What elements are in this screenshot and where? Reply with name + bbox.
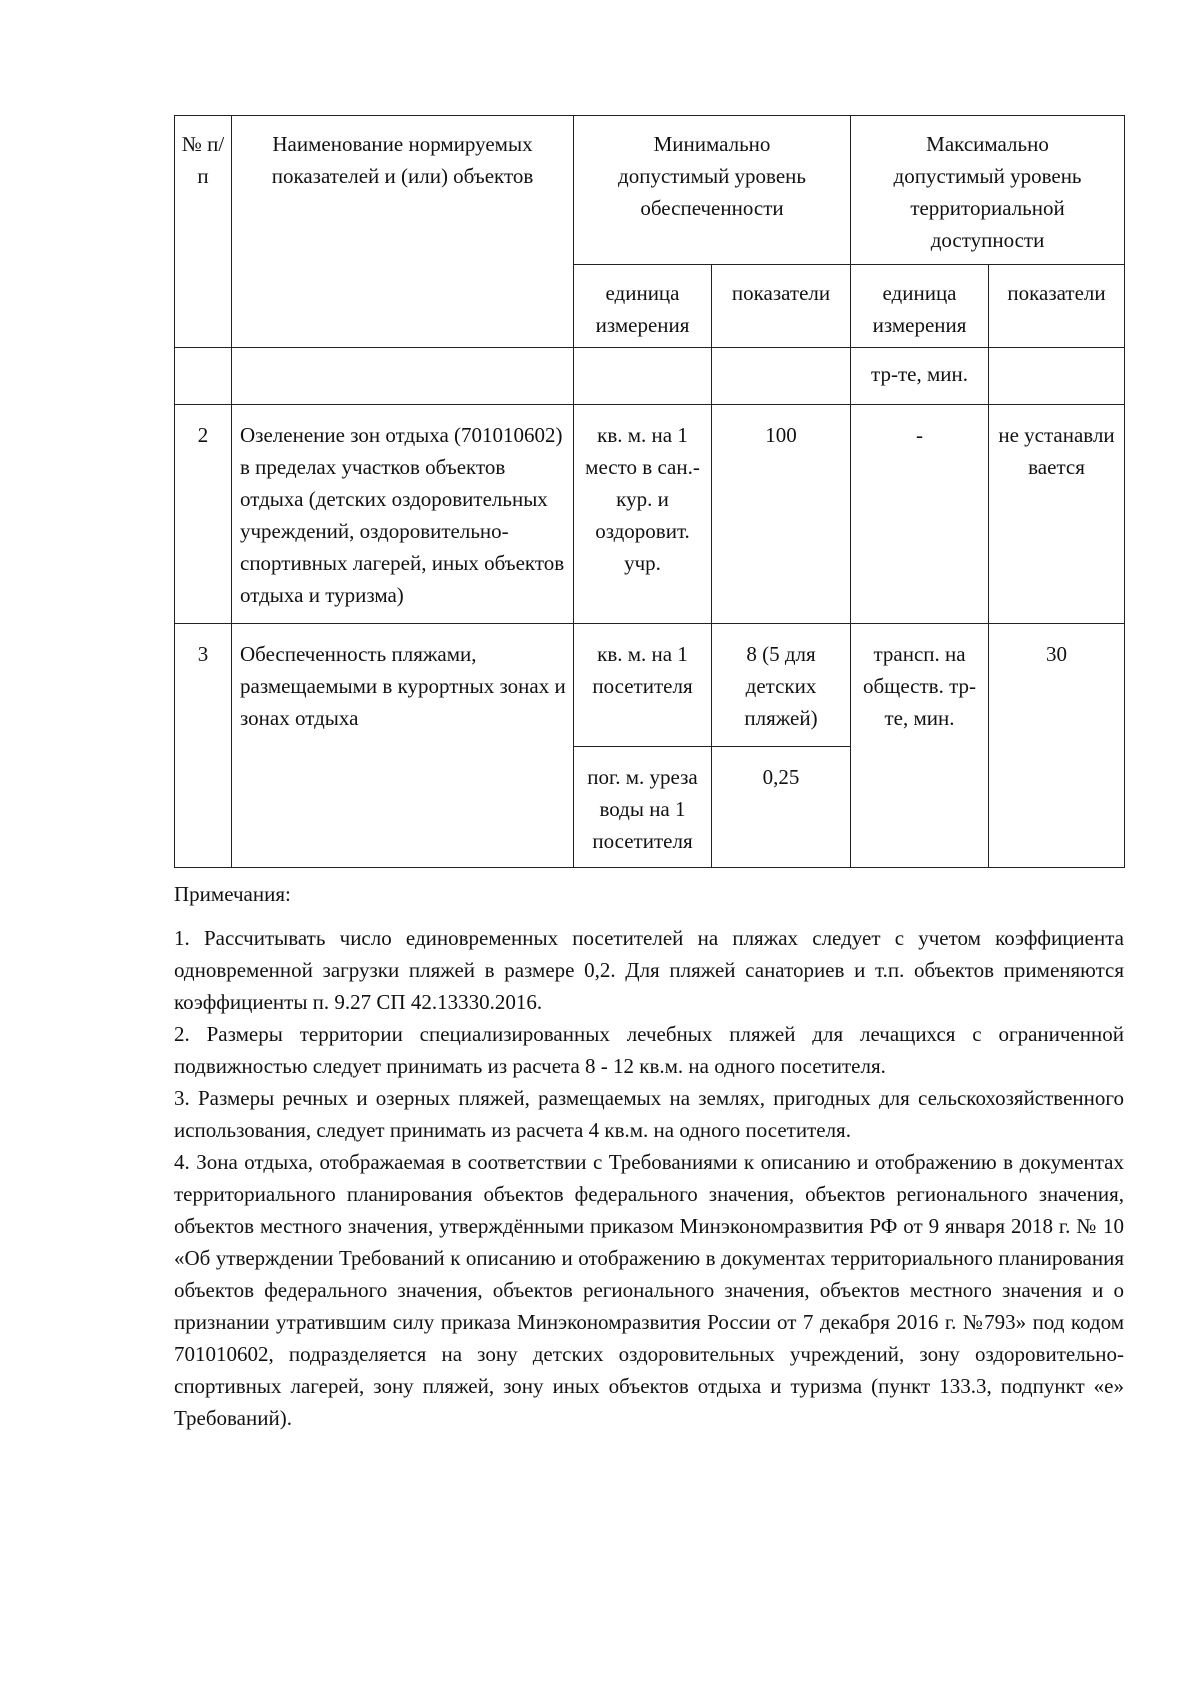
carry-max-unit: тр-те, мин. xyxy=(851,348,989,405)
header-min-unit: единица измерения xyxy=(574,265,712,348)
table-cell-empty xyxy=(989,348,1125,405)
row-num: 3 xyxy=(175,624,232,868)
table-row-carry xyxy=(175,348,1125,405)
row-name: Озеленение зон отдыха (701010602) в пределах участков объектов отдыха (детских оздоровительных учреждений, оздоровительно-спортивных лагерей, иных объектов отдыха и туризма) xyxy=(232,405,574,624)
row-min-value: 100 xyxy=(712,405,851,624)
note-item: 2. Размеры территории специализированных лечебных пляжей для лечащихся с ограниченной подвижностью следует принимать из расчета 8 - 12 кв.м. на одного посетителя. xyxy=(174,1022,1124,1078)
table-row xyxy=(175,624,1125,747)
header-min-level: Минимально допустимый уровень обеспеченности xyxy=(574,116,851,265)
row-max-unit: трансп. на обществ. тр-те, мин. xyxy=(851,624,989,868)
notes-section xyxy=(174,878,1124,1434)
note-item: 3. Размеры речных и озерных пляжей, размещаемых на землях, пригодных для сельскохозяйственного использования, следует принимать из расчета 4 кв.м. на одного посетителя. xyxy=(174,1086,1124,1142)
row-max-value: 30 xyxy=(989,624,1125,868)
row-name: Обеспеченность пляжами, размещаемыми в курортных зонах и зонах отдыха xyxy=(232,624,574,868)
header-name: Наименование нормируемых показателей и (или) объектов xyxy=(232,116,574,348)
header-max-level: Максимально допустимый уровень территориальной доступности xyxy=(851,116,1125,265)
table-header-row xyxy=(175,116,1125,265)
row-num: 2 xyxy=(175,405,232,624)
row-min-value-2: 0,25 xyxy=(712,747,851,868)
note-item: 1. Рассчитывать число единовременных посетителей на пляжах следует с учетом коэффициента одновременной загрузки пляжей в размере 0,2. Для пляжей санаториев и т.п. объектов применяются коэффициенты п. 9.27 СП 42.13330.2016. xyxy=(174,926,1124,1014)
table-cell-empty xyxy=(232,348,574,405)
norms-table xyxy=(174,115,1125,868)
document-page xyxy=(174,115,1124,1434)
row-min-unit-2: пог. м. уреза воды на 1 посетителя xyxy=(574,747,712,868)
header-num: № п/п xyxy=(175,116,232,348)
note-item: 4. Зона отдыха, отображаемая в соответствии с Требованиями к описанию и отображению в документах территориального планирования объектов федерального значения, объектов регионального значения, объектов местного значения, утверждёнными приказом Минэкономразвития РФ от 9 января 2018 г. № 10 «Об утверждении Требований к описанию и отображению в документах территориального планирования объектов федерального значения, объектов регионального значения, объектов местного значения и о признании утратившим силу приказа Минэкономразвития России от 7 декабря 2016 г. №793» под кодом 701010602, подразделяется на зону детских оздоровительных учреждений, зону оздоровительно-спортивных лагерей, зону пляжей, зону иных объектов отдыха и туризма (пункт 133.3, подпункт «е» Требований). xyxy=(174,1150,1124,1430)
table-row xyxy=(175,405,1125,624)
table-cell-empty xyxy=(175,348,232,405)
row-max-unit: - xyxy=(851,405,989,624)
header-max-unit: единица измерения xyxy=(851,265,989,348)
header-min-value: показатели xyxy=(712,265,851,348)
row-min-unit: кв. м. на 1 место в сан.-кур. и оздоровит. учр. xyxy=(574,405,712,624)
notes-heading: Примечания: xyxy=(174,882,291,906)
table-cell-empty xyxy=(712,348,851,405)
row-min-unit: кв. м. на 1 посетителя xyxy=(574,624,712,747)
table-cell-empty xyxy=(574,348,712,405)
header-max-value: показатели xyxy=(989,265,1125,348)
row-min-value: 8 (5 для детских пляжей) xyxy=(712,624,851,747)
row-max-value: не устанавливается xyxy=(989,405,1125,624)
